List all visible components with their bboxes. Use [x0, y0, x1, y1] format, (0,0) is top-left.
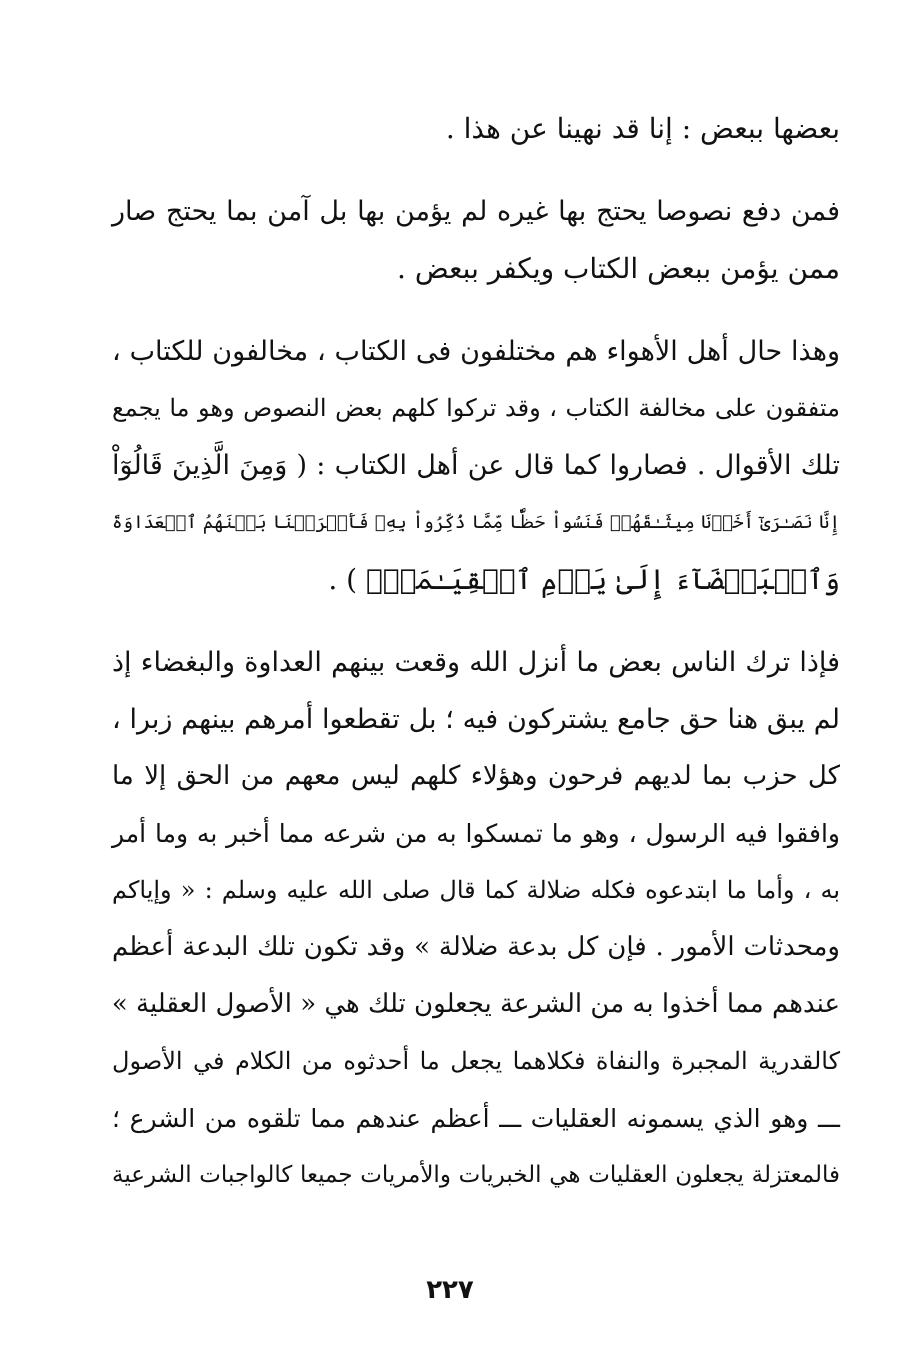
paragraph-3 [112, 323, 840, 608]
text-line: ـــ وهو الذي يسمونه العقليات ـــ أعظم عندهم مما تلقوه من الشرع ؛ [112, 1104, 840, 1133]
text-line: فإذا ترك الناس بعض ما أنزل الله وقعت بينهم العداوة والبغضاء إذ [112, 647, 840, 678]
text-line: وافقوا فيه الرسول ، وهو ما تمسكوا به من شرعه مما أخبر به وما أمر [112, 819, 840, 848]
text-line: فالمعتزلة يجعلون العقليات هي الخبريات والأمريات جميعا كالواجبات الشرعية [112, 1162, 840, 1188]
text-line: تلك الأقوال . فصاروا كما قال عن أهل الكتاب : ( وَمِنَ الَّذِينَ قَالُوٓاْ [112, 450, 840, 481]
text-line: ممن يؤمن ببعض الكتاب ويكفر ببعض . [397, 252, 840, 285]
page-number: ٢٢٧ [426, 1275, 474, 1305]
paragraph-4 [112, 634, 840, 1204]
text-line: فمن دفع نصوصا يحتج بها غيره لم يؤمن بها بل آمن بما يحتج صار [112, 196, 840, 227]
paragraph-2 [112, 183, 840, 297]
text-line: بعضها ببعض : إنا قد نهينا عن هذا . [445, 112, 840, 145]
paragraph-1 [112, 100, 840, 157]
body-text [112, 100, 840, 1230]
text-line: كل حزب بما لديهم فرحون وهؤلاء كلهم ليس معهم من الحق إلا ما [112, 761, 840, 791]
text-line: لم يبق هنا حق جامع يشتركون فيه ؛ بل تقطعوا أمرهم بينهم زبرا ، [112, 704, 840, 735]
quran-verse-line: إِنَّا نَصَـٰرَىٰٓ أَخَذۡنَا مِيثَـٰقَهُمۡ فَنَسُواْ حَظّٗا مِّمَّا ذُكِّرُواْ بِهِۦ فَأَغۡرَيۡنَا بَيۡنَهُمُ ٱلۡعَدَاوَةَ [112, 512, 840, 533]
text-line: متفقون على مخالفة الكتاب ، وقد تركوا كلهم بعض النصوص وهو ما يجمع [112, 394, 840, 422]
text-line: وهذا حال أهل الأهواء هم مختلفون فى الكتاب ، مخالفون للكتاب ، [112, 336, 840, 367]
quran-verse-line: وَٱلۡبَغۡضَآءَ إِلَىٰ يَوۡمِ ٱلۡقِيَـٰمَةِۚ ) . [328, 563, 840, 596]
text-line: ومحدثات الأمور . فإن كل بدعة ضلالة » وقد تكون تلك البدعة أعظم [112, 932, 840, 962]
text-line: عندهم مما أخذوا به من الشرعة يجعلون تلك هي « الأصول العقلية » [111, 989, 840, 1019]
text-line: كالقدرية المجبرة والنفاة فكلاهما يجعل ما أحدثوه من الكلام في الأصول [112, 1047, 840, 1075]
text-line: به ، وأما ما ابتدعوه فكله ضلالة كما قال صلى الله عليه وسلم : « وإياكم [112, 876, 840, 904]
